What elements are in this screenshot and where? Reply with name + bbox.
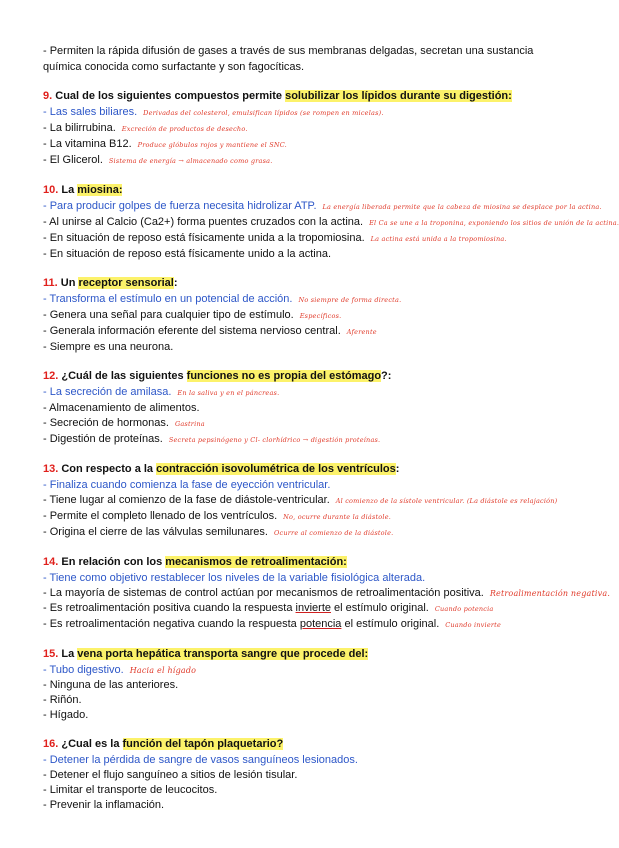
handwritten-note: La energía liberada permite que la cabeza de miosina se desplace por la actina. — [322, 203, 602, 211]
option-text: - Detener el flujo sanguíneo a sitios de lesión tisular. — [43, 769, 298, 781]
question-title — [43, 737, 560, 752]
handwritten-note: Derivadas del colesterol, emulsifican lípidos (se rompen en micelas). — [143, 109, 384, 117]
option-text: - Tubo digestivo. — [43, 664, 124, 676]
option — [43, 601, 560, 617]
option — [43, 693, 560, 708]
option-text: - Finaliza cuando comienza la fase de eyección ventricular. — [43, 479, 331, 491]
option — [43, 401, 560, 416]
option-text: - Digestión de proteínas. — [43, 433, 163, 445]
question-title — [43, 89, 560, 104]
title-highlight: vena porta hepática transporta sangre que procede del: — [77, 648, 369, 660]
question-number: 10. — [43, 184, 59, 196]
title-highlight: contracción isovolumétrica de los ventrículos — [156, 463, 396, 475]
option — [43, 708, 560, 723]
option — [43, 432, 560, 448]
option-correct — [43, 105, 560, 121]
option-text: - Ninguna de las anteriores. — [43, 679, 179, 691]
handwritten-note: Sistema de energía → almacenado como grasa. — [108, 157, 273, 165]
title-highlight: solubilizar los lípidos durante su digestión: — [285, 90, 512, 102]
question-15 — [43, 647, 560, 723]
option-text: - Siempre es una neurona. — [43, 341, 174, 353]
option-text: - La mayoría de sistemas de control actúan por mecanismos de retroalimentación positiva. — [43, 587, 484, 599]
question-number: 11. — [43, 277, 58, 289]
question-number: 14. — [43, 556, 59, 568]
title-highlight: mecanismos de retroalimentación: — [165, 556, 347, 568]
title-tail: ?: — [381, 370, 392, 382]
question-number: 13. — [43, 463, 59, 475]
option-correct — [43, 478, 560, 493]
question-9 — [43, 89, 560, 169]
title-text: La — [58, 184, 78, 196]
question-title — [43, 369, 560, 384]
option-text: - Secreción de hormonas. — [43, 417, 169, 429]
option — [43, 493, 560, 509]
option-text: - Para producir golpes de fuerza necesita hidrolizar ATP. — [43, 200, 317, 212]
title-text: ¿Cuál de las siguientes — [58, 370, 187, 382]
handwritten-note: Gastrina — [174, 420, 205, 428]
handwritten-note: Aferente — [346, 328, 377, 336]
option — [43, 121, 560, 137]
option-text: - En situación de reposo está físicamente unido a la actina. — [43, 248, 332, 260]
option-text: - Al unirse al Calcio (Ca2+) forma puentes cruzados con la actina. — [43, 216, 364, 228]
option-text: el estímulo original. — [341, 618, 440, 630]
option — [43, 215, 619, 231]
handwritten-note: No siempre de forma directa. — [298, 296, 402, 304]
question-title — [43, 647, 560, 662]
option-correct — [43, 385, 560, 401]
option — [43, 768, 560, 783]
option-text: - Limitar el transporte de leucocitos. — [43, 784, 218, 796]
title-text: ¿Cual es la — [58, 738, 123, 750]
question-14 — [43, 555, 611, 633]
title-text: La — [58, 648, 78, 660]
intro-line-1: - Permiten la rápida difusión de gases a través de sus membranas delgadas, secretan una sustancia — [43, 45, 534, 57]
intro-line-2: química conocida como surfactante y son fagocíticas. — [43, 60, 305, 73]
handwritten-note: Cuando invierte — [445, 621, 502, 629]
option — [43, 231, 560, 247]
title-tail: : — [173, 277, 178, 289]
handwritten-note: Al comienzo de la sístole ventricular. (La diástole es relajación) — [335, 497, 558, 505]
option-correct — [43, 753, 560, 768]
option — [43, 783, 560, 798]
handwritten-note: Produce glóbulos rojos y mantiene el SNC. — [137, 141, 287, 149]
handwritten-note: Específicos. — [299, 312, 342, 320]
question-number: 12. — [43, 370, 59, 382]
option-text: - La vitamina B12. — [43, 138, 132, 150]
question-12 — [43, 369, 560, 448]
option-text: - Tiene como objetivo restablecer los niveles de la variable fisiológica alterada. — [43, 572, 426, 584]
option — [43, 153, 560, 169]
title-highlight: miosina: — [77, 184, 123, 196]
underlined-word: potencia — [299, 618, 342, 630]
option — [43, 137, 560, 153]
option — [43, 617, 560, 633]
option — [43, 509, 560, 525]
question-11 — [43, 276, 560, 355]
handwritten-note: En la saliva y en el páncreas. — [177, 389, 280, 397]
option — [43, 678, 560, 693]
option-text: - Generala información eferente del sistema nervioso central. — [43, 325, 341, 337]
option — [43, 798, 560, 813]
intro-paragraph — [43, 44, 560, 75]
underlined-word: invierte — [295, 602, 331, 614]
question-number: 16. — [43, 738, 59, 750]
question-number: 15. — [43, 648, 59, 660]
handwritten-note: Retroalimentación negativa. — [489, 589, 611, 598]
question-10 — [43, 183, 619, 262]
handwritten-note: Cuando potencia — [434, 605, 494, 613]
option-text: - Transforma el estímulo en un potencial de acción. — [43, 293, 293, 305]
option-text: - Es retroalimentación negativa cuando la respuesta — [43, 618, 300, 630]
title-highlight: función del tapón plaquetario? — [122, 738, 284, 750]
option — [43, 324, 560, 340]
title-text: Con respecto a la — [58, 463, 157, 475]
option-text: - Genera una señal para cualquier tipo de estímulo. — [43, 309, 294, 321]
question-title — [43, 555, 560, 570]
handwritten-note: Excreción de productos de desecho. — [121, 125, 248, 133]
title-text: Un — [57, 277, 79, 289]
option-text: - Permite el completo llenado de los ventrículos. — [43, 510, 278, 522]
option — [43, 247, 560, 262]
option — [43, 525, 560, 541]
option-text: - Almacenamiento de alimentos. — [43, 402, 200, 414]
option-text: - Prevenir la inflamación. — [43, 799, 165, 811]
handwritten-note: Secreta pepsinógeno y Cl- clorhídrico → digestión proteínas. — [168, 436, 381, 444]
option-text: - Las sales biliares. — [43, 106, 138, 118]
option — [43, 340, 560, 355]
option-correct — [43, 571, 560, 586]
title-highlight: funciones no es propia del estómago — [186, 370, 382, 382]
option-text: - La bilirrubina. — [43, 122, 116, 134]
handwritten-note: La actina está unida a la tropomiosina. — [370, 235, 507, 243]
title-tail: : — [395, 463, 400, 475]
question-number: 9. — [43, 90, 53, 102]
option-text: - Origina el cierre de las válvulas semilunares. — [43, 526, 268, 538]
question-13 — [43, 462, 560, 541]
option — [43, 416, 560, 432]
option-correct — [43, 199, 602, 215]
option-text: - El Glicerol. — [43, 154, 103, 166]
handwritten-note: No, ocurre durante la diástole. — [283, 513, 392, 521]
option-text: el estímulo original. — [331, 602, 429, 614]
question-title — [43, 276, 560, 291]
title-text: En relación con los — [58, 556, 166, 568]
option-text: - La secreción de amilasa. — [43, 386, 172, 398]
option-text: - Detener la pérdida de sangre de vasos sanguíneos lesionados. — [43, 754, 358, 766]
question-16 — [43, 737, 560, 813]
option — [43, 308, 560, 324]
title-text: Cual de los siguientes compuestos permite — [52, 90, 286, 102]
handwritten-note: El Ca se une a la troponina, exponiendo los sitios de unión de la actina. — [369, 219, 619, 227]
handwritten-note: Hacia el hígado — [129, 666, 197, 675]
option-text: - Tiene lugar al comienzo de la fase de diástole-ventricular. — [43, 494, 330, 506]
option-text: - Hígado. — [43, 709, 89, 721]
option-correct — [43, 292, 560, 308]
handwritten-note: Ocurre al comienzo de la diástole. — [273, 529, 394, 537]
title-highlight: receptor sensorial — [78, 277, 174, 289]
option — [43, 586, 611, 601]
option-text: - En situación de reposo está físicamente unida a la tropomiosina. — [43, 232, 365, 244]
question-title — [43, 462, 560, 477]
option-text: - Riñón. — [43, 694, 82, 706]
option-correct — [43, 663, 560, 678]
option-text: - Es retroalimentación positiva cuando la respuesta — [43, 602, 296, 614]
question-title — [43, 183, 560, 198]
